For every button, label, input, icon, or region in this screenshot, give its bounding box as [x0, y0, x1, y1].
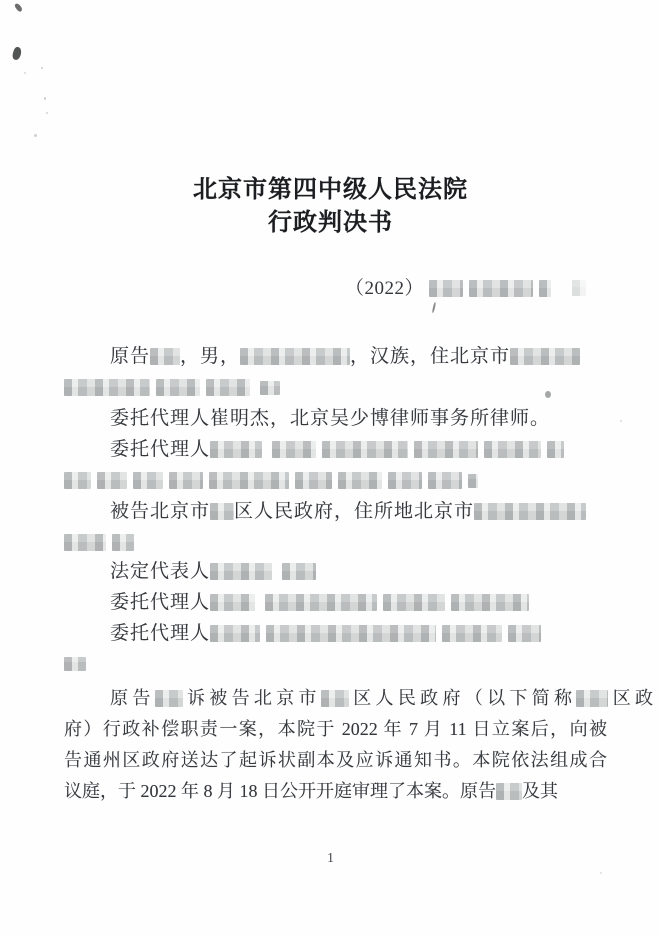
redaction-block [338, 472, 382, 489]
agent-line-4-continuation [64, 651, 607, 676]
redaction-block [64, 472, 91, 489]
redaction-block [451, 594, 529, 611]
redaction-block [265, 594, 377, 611]
redaction-block [295, 472, 332, 489]
redaction-block [321, 690, 349, 707]
case-summary-line-2 [64, 717, 607, 742]
summary-tail-text: 区政 [608, 688, 654, 708]
case-summary-line-3 [64, 748, 607, 773]
scan-dot [600, 872, 602, 874]
agent-line-3 [64, 590, 653, 615]
redaction-block [388, 472, 422, 489]
plaintiff-info-continuation [64, 375, 607, 400]
agent-line-1 [64, 406, 653, 431]
redaction-block [547, 441, 564, 458]
redaction-block [496, 783, 522, 800]
plaintiff-gender-text: ，男， [180, 346, 241, 367]
redaction-block [322, 441, 408, 458]
summary-gov-text: 区人民政府（以下简称 [348, 688, 577, 708]
agent-line-1-text: 委托代理人崔明杰，北京吴少博律师事务所律师。 [110, 408, 551, 429]
redaction-block [469, 280, 533, 297]
scan-dot [34, 134, 37, 137]
agent-line-2-continuation [64, 468, 607, 493]
defendant-mid-text: 区人民政府，住所地北京市 [234, 501, 475, 522]
defendant-line [64, 499, 653, 524]
legal-representative-line [64, 559, 653, 584]
redaction-block [206, 379, 250, 396]
redaction-block [133, 472, 163, 489]
redaction-block [97, 472, 127, 489]
redaction-block [539, 280, 551, 297]
agent-line-4 [64, 621, 653, 646]
redaction-block [508, 625, 541, 642]
redaction-block [112, 534, 134, 551]
redaction-block [428, 472, 462, 489]
scan-speck [11, 46, 23, 61]
redaction-block [474, 503, 586, 520]
scan-dot [24, 72, 26, 74]
scan-dot [41, 67, 43, 69]
redaction-block [64, 657, 86, 671]
redaction-block [383, 594, 445, 611]
redaction-block [64, 379, 150, 396]
redaction-block [442, 625, 502, 642]
defendant-prefix-text: 被告北京市 [110, 501, 211, 522]
scan-dot [44, 97, 46, 100]
redaction-block [272, 441, 316, 458]
redaction-block [156, 379, 200, 396]
redaction-block [260, 381, 280, 395]
court-name: 北京市第四中级人民法院 [193, 177, 468, 203]
case-summary-line-1 [64, 686, 653, 711]
agent-label: 委托代理人 [110, 623, 211, 644]
redaction-block [210, 441, 262, 458]
scan-dot [46, 112, 48, 114]
summary-sue-text: 诉被告北京市 [182, 688, 321, 708]
redaction-block [429, 280, 463, 297]
agent-line-2 [64, 437, 653, 462]
plaintiff-info-line [64, 344, 653, 369]
summary-line-4-tail: 及其 [522, 781, 558, 801]
agent-label: 委托代理人 [110, 592, 211, 613]
redaction-block [169, 472, 203, 489]
redaction-block [210, 503, 234, 520]
scan-speck [432, 302, 437, 313]
redaction-block [210, 563, 272, 580]
redaction-block [414, 441, 478, 458]
legal-rep-label: 法定代表人 [110, 561, 211, 582]
redaction-block [155, 690, 183, 707]
redaction-block [210, 625, 260, 642]
plaintiff-ethnic-text: ，汉族，住北京市 [350, 346, 511, 367]
redaction-block [282, 563, 316, 580]
agent-label: 委托代理人 [110, 439, 211, 460]
document-type: 行政判决书 [268, 210, 393, 236]
redaction-block [266, 625, 436, 642]
redaction-block [240, 348, 350, 365]
summary-line-4-head: 议庭，于 2022 年 8 月 18 日公开开庭审理了本案。原告 [64, 781, 496, 801]
page-number: 1 [327, 851, 334, 866]
case-number-line [345, 276, 551, 301]
summary-line-2-text: 府）行政补偿职责一案，本院于 2022 年 7 月 11 日立案后，向被 [64, 719, 607, 739]
case-year: （2022） [345, 278, 425, 299]
redaction-block [468, 474, 478, 488]
redaction-block [209, 472, 289, 489]
summary-plaintiff: 原告 [110, 688, 155, 708]
redaction-block [510, 348, 580, 365]
redaction-block [150, 348, 180, 365]
redaction-block [576, 690, 608, 707]
redaction-block [484, 441, 541, 458]
defendant-continuation [64, 530, 607, 555]
scan-smudge [572, 280, 586, 296]
scan-speck [14, 2, 23, 12]
summary-line-3-text: 告通州区政府送达了起诉状副本及应诉通知书。本院依法组成合 [64, 750, 607, 770]
plaintiff-label: 原告 [110, 346, 151, 367]
redaction-block [64, 534, 106, 551]
redaction-block [210, 594, 255, 611]
case-summary-line-4 [64, 779, 607, 804]
